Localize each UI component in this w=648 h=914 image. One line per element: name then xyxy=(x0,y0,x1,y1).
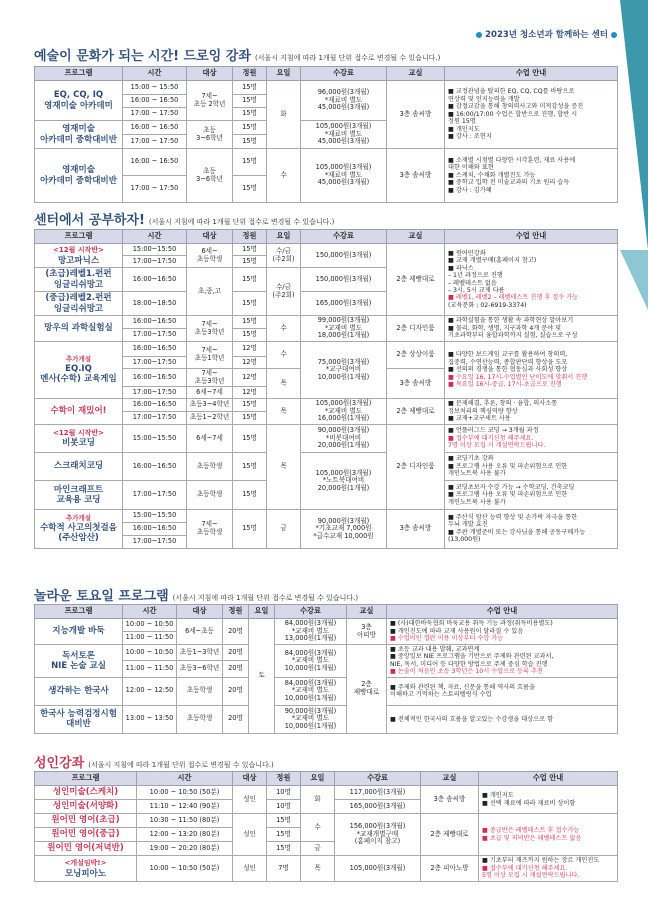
description-highlight: ■ 레벨1, 레벨2 – 레벨테스트 진행 후 접수 가능 xyxy=(448,294,579,302)
day-cell: 금 xyxy=(301,842,335,856)
new-badge: 추가개설 xyxy=(65,354,92,363)
description-cell: ■ 문제해결, 추론, 창의 · 융합, 의사소통 정보처리의 핵심역량 향상 ■ 교재+교구세트 사용 xyxy=(445,399,618,425)
description-highlight: ■ 접수부에 대기신청 해주세요. 5명 이상 모집 시 개설연락드립니다. xyxy=(482,864,580,880)
target-cell: 초등학생 xyxy=(177,677,223,705)
table-header-row xyxy=(35,772,618,786)
room-cell: 3층 솜씨방 xyxy=(421,786,479,814)
time-cell: 18:00~18:50 xyxy=(123,292,187,316)
column-header: 대상 xyxy=(233,772,267,786)
fee-cell: 165,000원(3개월) xyxy=(301,292,387,316)
section-note: (서울시 지침에 따라 1개월 단위 접수로 변경될 수 있습니다.) xyxy=(148,218,335,226)
capacity-cell: 15명 xyxy=(233,509,267,548)
day-cell: 수 xyxy=(267,149,301,203)
dot-icon xyxy=(611,32,617,38)
target-cell: 초등3~6학년 xyxy=(177,661,223,677)
fee-cell: 75,000원(3개월) *교구대여비 10,000원(1개월) xyxy=(301,342,387,399)
program-tag: <개설임박!> xyxy=(64,859,107,868)
column-header: 프로그램 xyxy=(35,605,123,619)
program-name-text: 수학적 사고의첫걸음 (주산암산) xyxy=(40,522,117,543)
room-cell: 2층 제빵대로 xyxy=(387,399,445,425)
program-tag: <12월 시작반> xyxy=(53,429,104,438)
time-cell: 16:00~16:50 xyxy=(123,316,187,329)
time-cell: 17:00 ~ 17:50 xyxy=(123,176,187,203)
table-row xyxy=(35,399,618,412)
program-name: 수학이 재밌어! xyxy=(35,399,123,425)
time-cell: 16:00~16:50 xyxy=(123,452,187,480)
column-header: 요일 xyxy=(301,772,335,786)
room-cell: 2층 제빵대로 xyxy=(387,244,445,316)
time-cell: 16:00~16:50 xyxy=(123,522,187,535)
section-title-text: 센터에서 공부하자! xyxy=(34,213,145,228)
target-cell: 7세~ 초등1학년 xyxy=(187,342,233,369)
capacity-cell: 15명 xyxy=(267,842,301,856)
day-cell: 목 xyxy=(267,369,301,399)
column-header: 교실 xyxy=(347,605,387,619)
capacity-cell: 15명 xyxy=(233,316,267,329)
column-header: 수업 안내 xyxy=(445,67,618,81)
time-cell: 11:00 ~ 11:50 xyxy=(123,661,177,677)
description-cell: ■ 소재별 시점별 다양한 시각훈련, 재료 사용에 대한 이해와 표현 ■ 스케치, 수채화 개별진도 가능 ■ 중학교 입학 전 미술교과의 기초 원리 습득 ■ 강사 : 김가혜 xyxy=(445,149,618,203)
capacity-cell: 15명 xyxy=(233,135,267,149)
fee-cell: 105,000원(3개월) xyxy=(335,856,421,882)
table-row xyxy=(35,342,618,357)
target-cell: 성인 xyxy=(233,786,267,814)
table-header-row xyxy=(35,605,618,619)
column-header: 대상 xyxy=(177,605,223,619)
program-name xyxy=(35,342,123,399)
day-cell: 목 xyxy=(301,856,335,882)
capacity-cell: 15명 xyxy=(233,149,267,176)
capacity-cell: 15명 xyxy=(267,814,301,828)
description-highlight: ■ 수요일 16, 17시-수업별인 난이도에 맞춰서 진행 ■ 목요일 16시-중급, 17시-초급으로 진행 xyxy=(448,373,588,389)
description-cell: ■ 교정관념을 탈피한 EQ, CQ, CQ를 바탕으로 연상력 및 인지능력을 개발 ■ 감정교감을 통해 창의력사고와 미적감성을 증진 ■ 16:00/17:00 수업은 합반으로 진행, 합반 시 정원 15명 ■ 개인지도 ■ 강사 : 조현지 xyxy=(445,81,618,149)
program-name-text: 모닝피아노 xyxy=(64,868,107,879)
column-header: 정원 xyxy=(233,67,267,81)
fee-cell: 105,000원(3개월) *노트북대여비 20,000원(1개월) xyxy=(301,452,387,509)
time-cell: 15:00~15:50 xyxy=(123,424,187,452)
program-tag: <12월 시작반> xyxy=(53,246,104,255)
table-row xyxy=(35,677,618,691)
capacity-cell: 15명 xyxy=(233,121,267,135)
fee-cell: 150,000원(3개월) xyxy=(301,244,387,268)
table-row xyxy=(35,81,618,95)
adult-table xyxy=(34,771,618,882)
table-row xyxy=(35,619,618,632)
capacity-cell: 12명 xyxy=(233,387,267,399)
target-cell: 7세~ 초등3학년 xyxy=(187,316,233,342)
column-header: 시간 xyxy=(123,67,187,81)
time-cell: 17:00~17:50 xyxy=(123,256,187,268)
time-cell: 16:00 ~ 16:50 xyxy=(123,95,187,108)
target-cell: 초등1~2학년 xyxy=(187,412,233,425)
column-header: 시간 xyxy=(123,605,177,619)
table-row xyxy=(35,814,618,828)
description-text: ■ 초등 교과 내용 발췌, 교과연계 ■ 중앙일보 NIE 프로그램을 기반으로 주제와 관련된 교과서, NIE, 독서, 미디어 등 다양한 방법으로 주제 중심 학습 진행 xyxy=(390,646,554,668)
saturday-table xyxy=(34,604,618,734)
room-cell: 2층 디자인룸 xyxy=(387,424,445,509)
target-cell: 초등학생 xyxy=(187,452,233,480)
description-highlight: ■ 논술이 처음인 초등 3학년은 10시 수업으로 등록 추천 xyxy=(390,668,543,676)
drawing-table xyxy=(34,66,618,203)
time-cell: 16:00~16:50 xyxy=(123,399,187,412)
header-title: 2023년 청소년과 함께하는 센터 xyxy=(485,30,608,40)
program-name xyxy=(35,856,137,882)
description-highlight: ■ 수업비인 접란 이용 이상부터 수강 가능 xyxy=(390,635,504,643)
fee-cell: 90,000원(3개월) *교재비 별도 10,000원(1개월) xyxy=(275,705,347,733)
description-cell xyxy=(387,619,618,645)
table-row xyxy=(35,856,618,882)
program-name: 지능개발 바둑 xyxy=(35,619,123,645)
capacity-cell: 15명 xyxy=(233,95,267,108)
target-cell: 6세~초등 xyxy=(177,619,223,645)
time-cell: 11:10 ~ 12:40 (90분) xyxy=(137,800,233,814)
capacity-cell: 15명 xyxy=(233,176,267,203)
description-cell xyxy=(445,424,618,452)
day-cell: 수 xyxy=(267,342,301,369)
description-text: ■ 다양한 보드게임 교구를 활용하여 창의력, 집중력, 수연산능력, 종합판단력 향상을 도모 ■ 선의의 경쟁을 통한 협동심과 사회성 향상 xyxy=(448,351,568,374)
column-header: 요일 xyxy=(249,605,275,619)
fee-cell: 156,000원(3개월) *교재개별구매 (홈페이지 참고) xyxy=(335,814,421,856)
table-header-row xyxy=(35,67,618,81)
room-cell: 3층 솜씨방 xyxy=(387,509,445,548)
capacity-cell: 20명 xyxy=(223,619,249,645)
capacity-cell: 15명 xyxy=(233,424,267,452)
target-cell: 7세~ 초등3학년 xyxy=(187,369,233,387)
target-cell: 7세~ 초등학생 xyxy=(187,509,233,548)
program-name xyxy=(35,244,123,268)
capacity-cell: 15명 xyxy=(233,81,267,95)
capacity-cell: 15명 xyxy=(233,292,267,316)
time-cell: 17:00~17:50 xyxy=(123,535,187,548)
capacity-cell: 15명 xyxy=(233,108,267,121)
capacity-cell: 12명 xyxy=(233,369,267,387)
time-cell: 16:00~16:50 xyxy=(123,369,187,387)
capacity-cell: 12명 xyxy=(233,357,267,369)
section-title-text: 놀라운 토요일 프로그램 xyxy=(34,589,169,604)
program-name-text: EQ.IQ 멘사(수학) 교육게임 xyxy=(40,363,117,384)
room-cell: 2층 제빵대로 xyxy=(347,645,387,734)
section-title-adult xyxy=(34,752,274,771)
capacity-cell: 15명 xyxy=(233,244,267,256)
table-header-row xyxy=(35,230,618,244)
program-name: 마인크래프트 교육용 코딩 xyxy=(35,480,123,509)
time-cell: 16:00~16:50 xyxy=(123,268,187,292)
target-cell: 초등1~3학년 xyxy=(177,645,223,661)
description-text: (교육문화 : 02-6919-3374) xyxy=(448,301,527,309)
capacity-cell: 15명 xyxy=(233,256,267,268)
table-row xyxy=(35,424,618,452)
day-cell: 화 xyxy=(267,81,301,149)
fee-cell: 105,000원(3개월) *교재비 별도 16,000원(1개월) xyxy=(301,399,387,425)
section-title-saturday xyxy=(34,585,358,604)
column-header: 수강료 xyxy=(301,230,387,244)
description-cell xyxy=(387,645,618,678)
column-header: 정원 xyxy=(267,772,301,786)
section-title-text: 성인강좌 xyxy=(34,756,85,771)
column-header: 요일 xyxy=(267,230,301,244)
study-table xyxy=(34,229,618,549)
column-header: 프로그램 xyxy=(35,230,123,244)
column-header: 정원 xyxy=(233,230,267,244)
corner-decoration xyxy=(620,0,648,250)
capacity-cell: 20명 xyxy=(223,661,249,677)
time-cell: 16:00 ~ 16:50 xyxy=(123,121,187,135)
table-row xyxy=(35,316,618,329)
program-name: 원어민 영어(중급) xyxy=(35,828,137,842)
capacity-cell: 12명 xyxy=(233,342,267,357)
target-cell: 초,중,고 xyxy=(187,268,233,316)
table-row xyxy=(35,452,618,480)
day-cell: 목 xyxy=(267,399,301,425)
description-cell: ■ 주산식 암산 능력 향상 및 손가락 자극을 통한 두뇌 개발 효진 ■ 주판 개별준비 또는 강사님을 통해 공동구매가능 (13,000원) xyxy=(445,509,618,548)
time-cell: 15:00~15:50 xyxy=(123,509,187,522)
program-name xyxy=(35,424,123,452)
time-cell: 17:00~17:50 xyxy=(123,412,187,425)
column-header: 요일 xyxy=(267,67,301,81)
description-cell: ■ 과학실험을 통한 생활 속 과학현상 알아보기 ■ 물리, 화학, 생명, 지구과학 4개 분야 및 기초과학부터 융합과학까지 실험, 실습으로 구성 xyxy=(445,316,618,342)
time-cell: 10:00 ~ 10:50 (50분) xyxy=(137,856,233,882)
target-cell: 성인 xyxy=(233,814,267,856)
room-cell: 3층 솜씨방 xyxy=(387,369,445,399)
section-title-drawing xyxy=(34,45,440,64)
program-name-text: 망고파닉스 xyxy=(57,255,100,266)
program-name: (중급)레벨2.펀펀 잉글리쉬망고 xyxy=(35,292,123,316)
capacity-cell: 15명 xyxy=(233,412,267,425)
day-cell: 수/금 (주2회) xyxy=(267,244,301,268)
description-cell: ■ 코딩기초 강좌 ■ 프로그램 사용 오류 및 파손위험으로 인한 개인노트북 사용 불가 xyxy=(445,452,618,480)
capacity-cell: 15명 xyxy=(233,452,267,480)
capacity-cell: 10명 xyxy=(267,800,301,814)
day-cell: 수/금 (주2회) xyxy=(267,268,301,316)
time-cell: 10:00 ~ 10:50 (50분) xyxy=(137,786,233,800)
column-header: 수강료 xyxy=(275,605,347,619)
table-row xyxy=(35,705,618,719)
program-name: 망우의 과학실험실 xyxy=(35,316,123,342)
column-header: 정원 xyxy=(223,605,249,619)
day-cell: 금 xyxy=(267,509,301,548)
target-cell: 7세~ 초등 2학년 xyxy=(187,81,233,121)
section-note: (서울시 지침에 따라 1개월 단위 접수로 변경될 수 있습니다.) xyxy=(88,761,274,769)
time-cell: 13:00 ~ 13:50 xyxy=(123,705,177,733)
time-cell: 11:00 ~ 11:50 xyxy=(123,632,177,645)
corner-decoration-light xyxy=(620,250,648,310)
fee-cell: 99,000원(3개월) *교재비 별도 18,000원(1개월) xyxy=(301,316,387,342)
description-cell: ■ 코딩초보자 수강 가능 → 수학코딩, 건축코딩 ■ 프로그램 사용 오류 및 파손위험으로 인한 개인노트북 사용 불가 xyxy=(445,480,618,509)
fee-cell: 90,000원(3개월) *비봇대여비 20,000원(1개월) xyxy=(301,424,387,452)
target-cell: 초등 3~6학년 xyxy=(187,149,233,203)
capacity-cell: 15명 xyxy=(233,399,267,412)
capacity-cell: 20명 xyxy=(223,705,249,733)
time-cell: 12:00 ~ 12:50 xyxy=(123,677,177,705)
time-cell: 12:00 ~ 13:20 (80분) xyxy=(137,828,233,842)
column-header: 프로그램 xyxy=(35,772,137,786)
time-cell: 17:00~17:50 xyxy=(123,329,187,342)
time-cell: 17:00~17:50 xyxy=(123,357,187,369)
target-cell: 성인 xyxy=(233,856,267,882)
room-cell: 2층 피아노방 xyxy=(421,856,479,882)
day-cell: 수 xyxy=(301,814,335,842)
column-header: 프로그램 xyxy=(35,67,123,81)
column-header: 대상 xyxy=(187,230,233,244)
time-cell: 17:00 ~ 17:50 xyxy=(123,108,187,121)
program-name: 영재미술 아카데미 중학대비반 xyxy=(35,121,123,149)
capacity-cell: 15명 xyxy=(267,828,301,842)
capacity-cell: 20명 xyxy=(223,645,249,661)
day-cell: 목 xyxy=(267,424,301,509)
new-badge: 추가개설 xyxy=(65,513,92,522)
program-name: 한국사 능력검정시험 대비반 xyxy=(35,705,123,733)
capacity-cell: 15명 xyxy=(233,480,267,509)
time-cell: 10:00 ~ 10:50 xyxy=(123,619,177,632)
description-text: ■ (사)대한바둑협회 바둑교용 취득 기능 과정(취득비용별도) ■ 개인진도에 따라 교재 사용원이 달라질 수 있음 xyxy=(390,620,553,635)
column-header: 수업 안내 xyxy=(479,772,618,786)
time-cell: 16:00 ~ 16:50 xyxy=(123,149,187,176)
description-highlight: ■ 접수부에 대기신청 해주세요. 7명 이상 모집 시 개설연락드립니다. xyxy=(448,434,546,450)
page-header xyxy=(420,28,620,40)
target-cell: 초등 3~6학년 xyxy=(187,121,233,149)
description-cell: ■ 전체적인 한국사의 흐름을 알고있는 수강생을 대상으로 함 xyxy=(387,705,618,733)
program-name: EQ, CQ, IQ 영재미술 아카데미 xyxy=(35,81,123,121)
room-cell: 2층 제빵대로 xyxy=(421,814,479,856)
time-cell: 19:00 ~ 20:20 (80분) xyxy=(137,842,233,856)
day-cell: 화 xyxy=(301,786,335,814)
program-name: 생각하는 한국사 xyxy=(35,677,123,705)
room-cell: 2층 디자인룸 xyxy=(387,316,445,342)
program-name: 성인미술(서양화) xyxy=(35,800,137,814)
time-cell: 15:00~15:50 xyxy=(123,244,187,256)
target-cell: 6세~7세 xyxy=(187,424,233,452)
time-cell: 17:00 ~ 17:50 xyxy=(123,135,187,149)
column-header: 대상 xyxy=(187,67,233,81)
description-cell: ■ 주제와 관련된 책, 자료, 신문을 통해 역사의 흐름을 이해하고 기억하는 스토리텔링식 수업 xyxy=(387,677,618,705)
table-row xyxy=(35,149,618,176)
target-cell: 6세~ 초등학생 xyxy=(187,244,233,268)
room-cell: 2층 상상이룸 xyxy=(387,342,445,369)
column-header: 시간 xyxy=(137,772,233,786)
column-header: 수강료 xyxy=(301,67,387,81)
description-cell xyxy=(445,342,618,399)
description-text: ■ 언플러그드 코딩 → 3개월 과정 xyxy=(448,427,539,435)
column-header: 교실 xyxy=(421,772,479,786)
column-header: 교실 xyxy=(387,67,445,81)
time-cell: 17:00~17:50 xyxy=(123,387,187,399)
column-header: 교실 xyxy=(387,230,445,244)
program-name xyxy=(35,509,123,548)
section-note: (서울시 지침에 따라 1개월 단위 접수로 변경될 수 있습니다.) xyxy=(172,594,359,602)
capacity-cell: 20명 xyxy=(223,677,249,705)
fee-cell: 90,000원(3개월) *기초교재 7,000원 *급수교재 10,000원 xyxy=(301,509,387,548)
room-cell: 3층 솜씨방 xyxy=(387,149,445,203)
capacity-cell: 15명 xyxy=(233,268,267,292)
time-cell: 16:00~16:50 xyxy=(123,342,187,357)
room-cell: 3층 솜씨방 xyxy=(387,81,445,149)
day-cell: 수 xyxy=(267,316,301,342)
description-cell xyxy=(479,856,618,882)
dot-icon xyxy=(476,32,482,38)
fee-cell: 165,000원(3개월) xyxy=(335,800,421,814)
target-cell: 초등학생 xyxy=(177,705,223,733)
target-cell: 초등학생 xyxy=(187,480,233,509)
description-cell: ■ 개인지도 ■ 선택 재료에 따라 재료비 상이함 xyxy=(479,786,618,814)
fee-cell: 96,000원(3개월) *재료비 별도 45,000원(3개월) xyxy=(301,81,387,121)
program-name: (초급)레벨1.펀펀 잉글리쉬망고 xyxy=(35,268,123,292)
fee-cell: 150,000원(3개월) xyxy=(301,268,387,292)
column-header: 시간 xyxy=(123,230,187,244)
column-header: 수강료 xyxy=(335,772,421,786)
description-text: ■ 원어민강좌 ■ 교재 개별구매(홈페이지 참고) ■ 파닉스 – 1년 과정으로 진행 – 레벨테스트 없음 – 3시, 5시 교재 다름 xyxy=(448,249,537,294)
capacity-cell: 7명 xyxy=(267,856,301,882)
time-cell: 15:00 ~ 15:50 xyxy=(123,81,187,95)
fee-cell: 84,000원(3개월) *교재비 별도 10,000원(1개월) xyxy=(275,645,347,678)
time-cell: 17:00~17:50 xyxy=(123,480,187,509)
fee-cell: 105,000원(3개월) *재료비 별도 45,000원(3개월) xyxy=(301,121,387,149)
table-row xyxy=(35,509,618,522)
program-name: 원어민 영어(초급) xyxy=(35,814,137,828)
capacity-cell: 15명 xyxy=(233,329,267,342)
time-cell: 10:30 ~ 11:50 (80분) xyxy=(137,814,233,828)
table-row xyxy=(35,645,618,661)
description-cell xyxy=(445,244,618,316)
room-cell: 3층 아띠방 xyxy=(347,619,387,645)
program-name: 영재미술 아카데미 중학대비반 xyxy=(35,149,123,203)
fee-cell: 84,000원(3개월) *교재비 별도 13,000원(1개월) xyxy=(275,619,347,645)
capacity-cell: 10명 xyxy=(267,786,301,800)
section-title-text: 예술이 문화가 되는 시간! 드로잉 강좌 xyxy=(34,49,251,64)
time-cell: 10:00 ~ 10:50 xyxy=(123,645,177,661)
day-cell: 토 xyxy=(249,619,275,734)
section-note: (서울시 지침에 따라 1개월 단위 접수로 변경될 수 있습니다.) xyxy=(254,54,441,62)
program-name-text: 비봇코딩 xyxy=(62,438,95,449)
description-highlight: ■ 중급반은 레벨테스트 후 접수가능 ■ 초급 및 저녁반은 레벨테스트 없음 xyxy=(482,827,582,842)
program-name: 독서토론 NIE 논술 교실 xyxy=(35,645,123,678)
table-row xyxy=(35,244,618,256)
fee-cell: 117,000원(3개월) xyxy=(335,786,421,800)
fee-cell: 84,000원(3개월) *교재비 별도 10,000원(1개월) xyxy=(275,677,347,705)
column-header: 수업 안내 xyxy=(387,605,618,619)
program-name: 성인미술(스케치) xyxy=(35,786,137,800)
program-name: 스크래치코딩 xyxy=(35,452,123,480)
section-title-study xyxy=(34,209,334,228)
fee-cell: 105,000원(3개월) *재료비 별도 45,000원(3개월) xyxy=(301,149,387,203)
target-cell: 6세~7세 xyxy=(187,387,233,399)
column-header: 수업 안내 xyxy=(445,230,618,244)
target-cell: 초등3~4학년 xyxy=(187,399,233,412)
table-row xyxy=(35,786,618,800)
program-name: 원어민 영어(저녁반) xyxy=(35,842,137,856)
description-cell xyxy=(479,814,618,856)
description-text: ■ 기초부터 재즈까지 원하는 장르 개인진도 xyxy=(482,857,600,865)
